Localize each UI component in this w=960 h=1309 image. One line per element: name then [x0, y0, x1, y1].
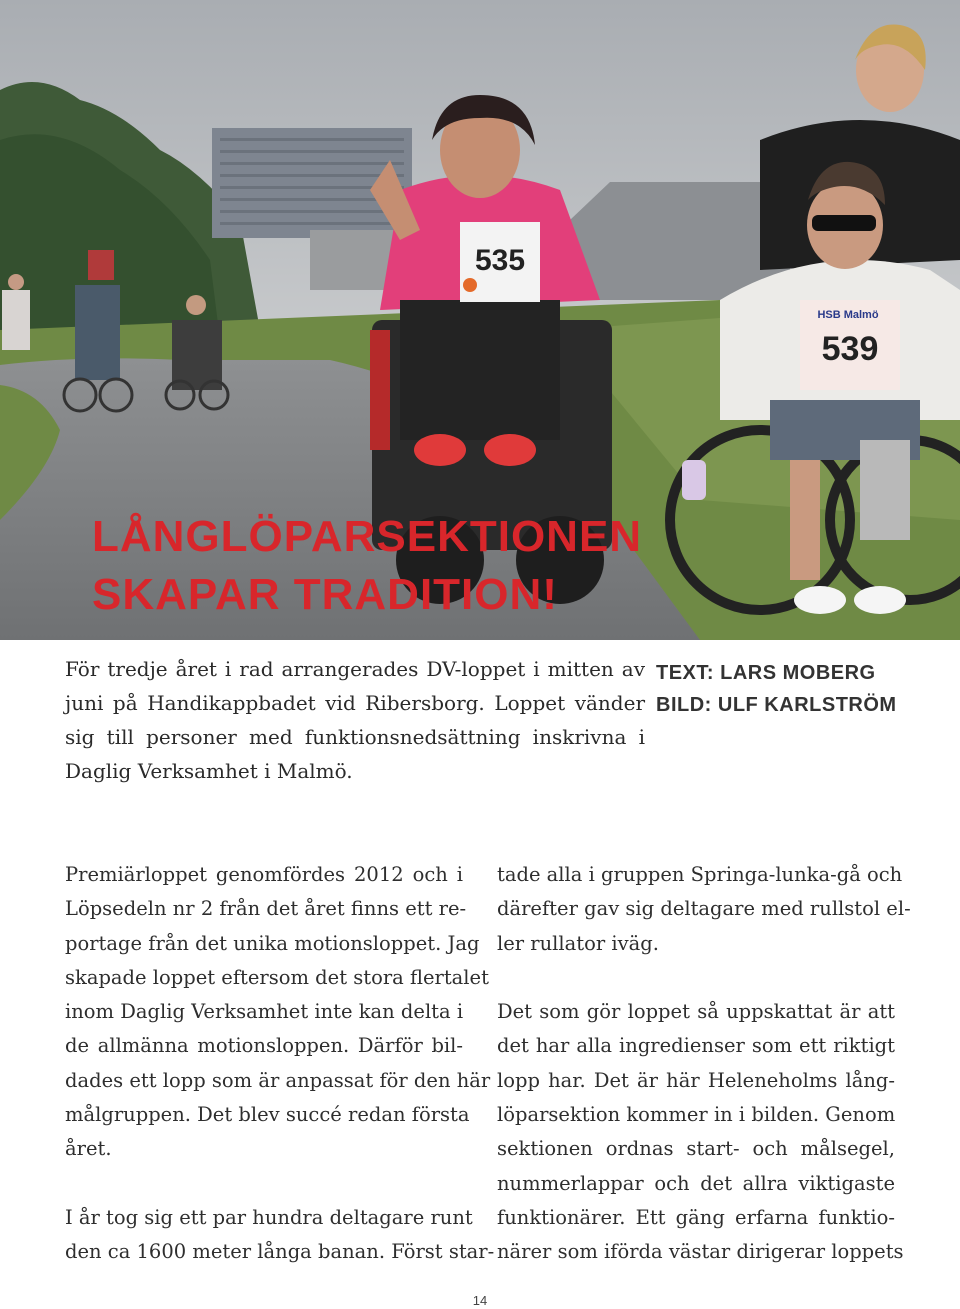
body-line: I år tog sig ett par hundra deltagare runt [65, 1205, 473, 1229]
body-line: målgruppen. Det blev succé redan första [65, 1103, 470, 1127]
body-column-left [65, 858, 495, 1270]
body-line: löparsektion kommer in i bilden. Genom [497, 1103, 896, 1127]
body-line: den ca 1600 meter långa banan. Först star- [65, 1240, 495, 1264]
body-line: ler rullator iväg. [497, 931, 659, 955]
body-line: sektionen ordnas start- och målsegel, [497, 1137, 895, 1161]
headline-line-1: LÅNGLÖPARSEKTIONEN [92, 512, 643, 561]
body-line: det har alla ingredienser som ett riktigt [497, 1034, 895, 1058]
body-line: portage från det unika motionsloppet. Jag [65, 931, 480, 955]
bib-number-535: 535 [474, 244, 526, 277]
hero-photo [0, 0, 960, 640]
body-line: Premiärloppet genomfördes 2012 och i [65, 863, 463, 886]
page-number: 14 [472, 1293, 488, 1308]
body-line: inom Daglig Verksamhet inte kan delta i [65, 1000, 464, 1024]
bib-sponsor: HSB Malmö [817, 309, 879, 321]
body-line: därefter gav sig deltagare med rullstol el- [497, 897, 911, 921]
bib-number-539: 539 [821, 330, 879, 368]
body-line: tade alla i gruppen Springa-lunka-gå och [497, 863, 903, 886]
article-credits [656, 657, 897, 721]
article-headline [92, 508, 642, 624]
body-line: funktionärer. Ett gäng erfarna funktio- [497, 1205, 895, 1229]
body-line: nummerlappar och det allra viktigaste [497, 1171, 895, 1195]
text-credit: TEXT: LARS MOBERG [656, 662, 876, 684]
body-line: året. [65, 1137, 112, 1161]
body-line: dades ett lopp som är anpassat för den här [65, 1068, 491, 1092]
body-line: lopp har. Det är här Heleneholms lång- [497, 1068, 895, 1092]
article-intro: För tredje året i rad arrangerades DV-loppet i mitten av juni på Handikappbadet vid Ribersborg. Loppet vänder sig till personer med funktionsnedsättning inskrivna i Daglig Verksamhet i Malmö. [65, 657, 645, 783]
paragraph-gap [497, 961, 895, 995]
body-line: närer som iförda västar dirigerar loppets [497, 1240, 904, 1264]
photo-credit: BILD: ULF KARLSTRÖM [656, 694, 897, 716]
body-line: skapade loppet eftersom det stora flertalet [65, 965, 489, 989]
headline-line-2: SKAPAR TRADITION! [92, 570, 558, 619]
body-line: de allmänna motionsloppen. Därför bil- [65, 1034, 463, 1058]
paragraph-gap [65, 1167, 463, 1201]
body-line: Det som gör loppet så uppskattat är att [497, 1000, 895, 1024]
body-line: Löpsedeln nr 2 från det året finns ett re- [65, 897, 467, 921]
body-column-right [497, 858, 911, 1270]
